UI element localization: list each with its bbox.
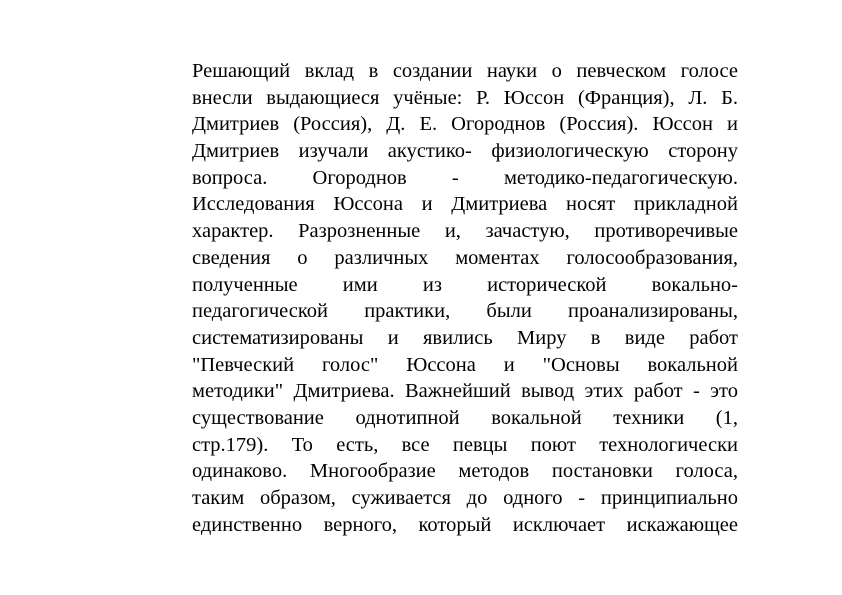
- text-line: Решающий вклад в создании науки о певческом голосе: [192, 60, 738, 82]
- text-line: "Певческий голос" Юссона и "Основы вокальной: [192, 353, 738, 376]
- text-line: таким образом, суживается до одного - принципиально: [192, 487, 738, 509]
- text-line: педагогической практики, были проанализированы,: [192, 300, 738, 323]
- text-line: стр.179). То есть, все певцы поют технологически: [192, 433, 738, 456]
- text-line: единственно верного, который исключает искажающее: [192, 513, 738, 536]
- text-line: систематизированы и явились Миру в виде работ: [192, 326, 738, 349]
- text-line: внесли выдающиеся учёные: Р. Юссон (Франция), Л. Б.: [192, 86, 738, 109]
- text-line: методики" Дмитриева. Важнейший вывод этих работ - это: [192, 380, 738, 403]
- text-line: полученные ими из исторической вокально-: [192, 273, 738, 296]
- text-line: Дмитриев (Россия), Д. Е. Огороднов (Россия). Юссон и: [192, 113, 738, 136]
- text-line: Дмитриев изучали акустико- физиологическую сторону: [192, 140, 738, 163]
- text-line: Исследования Юссона и Дмитриева носят прикладной: [192, 193, 738, 216]
- body-text: [192, 58, 738, 538]
- text-line: вопроса. Огороднов - методико-педагогическую.: [192, 166, 738, 189]
- text-line: одинаково. Многообразие методов постановки голоса,: [192, 460, 738, 483]
- text-line: характер. Разрозненные и, зачастую, противоречивые: [192, 220, 738, 243]
- text-line: сведения о различных моментах голосообразования,: [192, 246, 738, 269]
- text-line: существование однотипной вокальной техники (1,: [192, 406, 738, 429]
